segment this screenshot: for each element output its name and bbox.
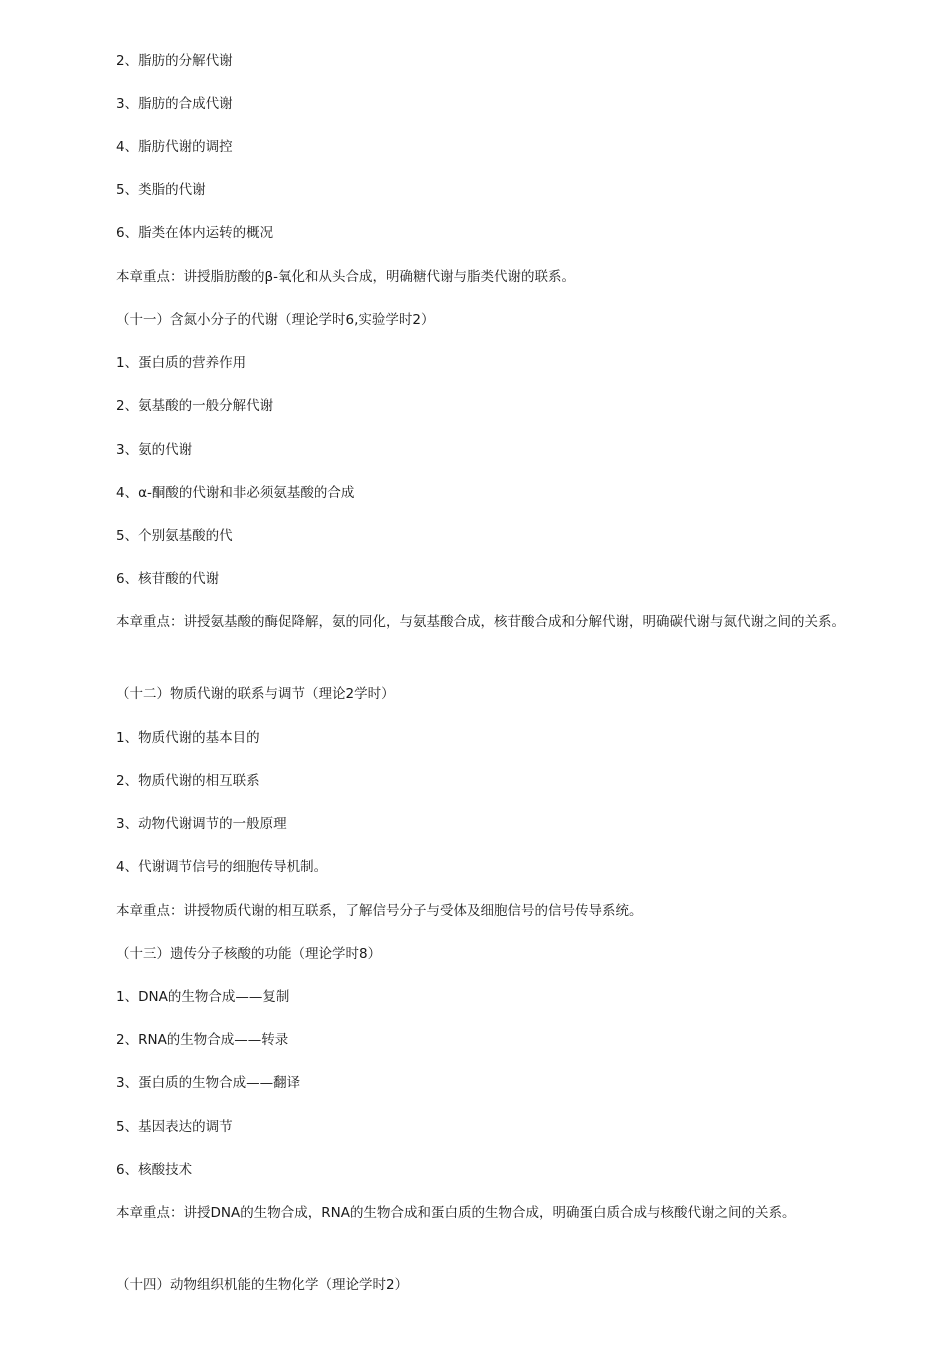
list-item: 1、DNA的生物合成——复制 (116, 989, 290, 1005)
list-item: 2、物质代谢的相互联系 (116, 773, 260, 789)
list-item: 2、脂肪的分解代谢 (116, 53, 233, 69)
list-item: 3、蛋白质的生物合成——翻译 (116, 1075, 301, 1091)
chapter-focus-text: 本章重点：讲授物质代谢的相互联系，了解信号分子与受体及细胞信号的信号传导系统。 (116, 903, 643, 919)
list-item: 3、动物代谢调节的一般原理 (116, 816, 287, 832)
list-item: 1、蛋白质的营养作用 (116, 355, 247, 371)
list-item: 2、氨基酸的一般分解代谢 (116, 398, 274, 414)
list-item: 5、基因表达的调节 (116, 1119, 233, 1135)
list-item: 6、核酸技术 (116, 1162, 193, 1178)
chapter-focus-text: 本章重点：讲授氨基酸的酶促降解，氨的同化，与氨基酸合成，核苷酸合成和分解代谢，明确碳代谢与氮代谢之间的关系。 (116, 614, 845, 630)
section-heading: （十三）遗传分子核酸的功能（理论学时8） (116, 946, 382, 962)
list-item: 4、α-酮酸的代谢和非必须氨基酸的合成 (116, 485, 355, 501)
list-item: 5、类脂的代谢 (116, 182, 206, 198)
list-item: 5、个别氨基酸的代 (116, 528, 233, 544)
list-item: 4、代谢调节信号的细胞传导机制。 (116, 859, 328, 875)
list-item: 4、脂肪代谢的调控 (116, 139, 233, 155)
chapter-focus-text: 本章重点：讲授脂肪酸的β-氧化和从头合成，明确糖代谢与脂类代谢的联系。 (116, 269, 575, 285)
list-item: 3、脂肪的合成代谢 (116, 96, 233, 112)
section-heading: （十二）物质代谢的联系与调节（理论2学时） (116, 686, 395, 702)
list-item: 2、RNA的生物合成——转录 (116, 1032, 289, 1048)
list-item: 3、氨的代谢 (116, 442, 193, 458)
section-heading: （十一）含氮小分子的代谢（理论学时6,实验学时2） (116, 312, 435, 328)
list-item: 6、脂类在体内运转的概况 (116, 225, 274, 241)
list-item: 6、核苷酸的代谢 (116, 571, 220, 587)
section-heading: （十四）动物组织机能的生物化学（理论学时2） (116, 1277, 409, 1293)
chapter-focus-text: 本章重点：讲授DNA的生物合成，RNA的生物合成和蛋白质的生物合成，明确蛋白质合成与核酸代谢之间的关系。 (116, 1205, 796, 1221)
list-item: 1、物质代谢的基本目的 (116, 730, 260, 746)
